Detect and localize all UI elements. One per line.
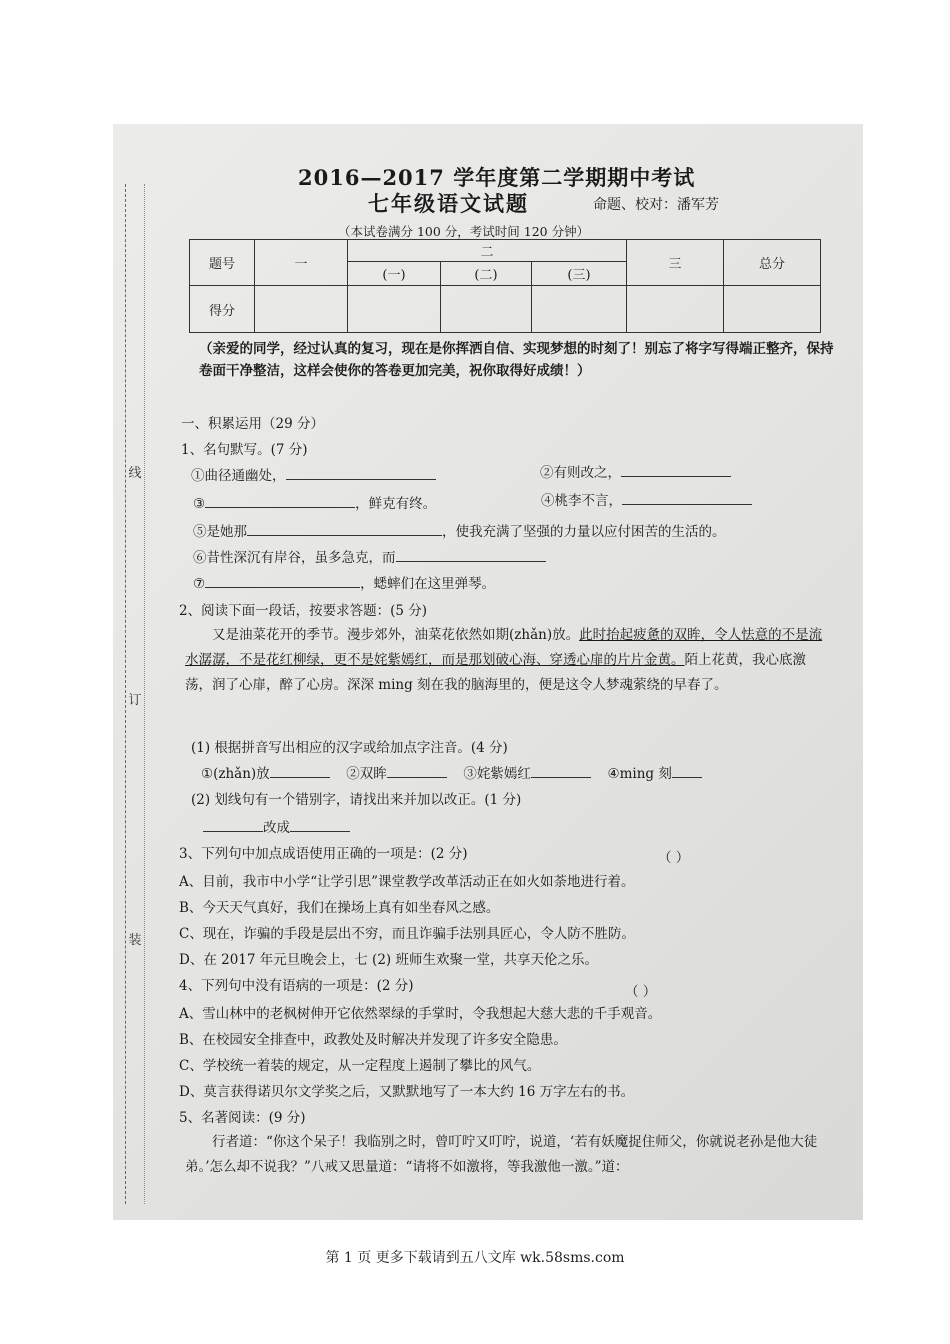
q2-sub1-a: ①(zhǎn)放 [201,766,270,782]
answer-blank[interactable] [205,493,355,508]
score-cell[interactable] [441,286,532,333]
table-col-two: 二 [348,240,627,262]
score-table [189,239,821,333]
table-col-total: 总分 [724,240,821,286]
score-cell[interactable] [724,286,821,333]
q4-option-c: C、学校统一着装的规定，从一定程度上遏制了攀比的风气。 [179,1058,541,1074]
q2-sub2-label: 改成 [263,820,290,836]
q1-line-1 [191,464,436,484]
exam-subtitle: 七年级语文试题 [368,191,529,216]
q2-sub2-answer [203,816,350,836]
q2-passage-start: 又是油菜花开的季节。漫步郊外，油菜花依然如期(zhǎn)放。 [212,627,580,643]
q2-passage-end: 陌上花黄，我心底激荡，润了心扉，醉了心房。深深 ming 刻在我的脑海里的，便是这令人梦魂萦绕的早春了。 [185,652,806,693]
answer-blank[interactable] [672,763,702,778]
answer-blank[interactable] [396,547,546,562]
q3-option-c: C、现在，诈骗的手段是层出不穷，而且诈骗手法别具匠心，令人防不胜防。 [179,926,635,942]
q2-title: 2、阅读下面一段话，按要求答题：(5 分) [179,603,428,619]
score-cell[interactable] [627,286,724,333]
q1-item-c: ③ [193,496,206,512]
q3-option-a: A、目前，我市中小学“让学引思”课堂教学改革活动正在如火如荼地进行着。 [179,874,635,890]
q4-option-a: A、雪山林中的老枫树伸开它依然翠绿的手掌时，令我想起大慈大悲的千手观音。 [179,1006,662,1022]
table-label-defen: 得分 [190,286,255,333]
exam-author: 命题、校对：潘军芳 [593,197,719,213]
q1-line-2b [541,489,752,509]
q2-passage [185,623,825,698]
q4-option-b: B、在校园安全排查中，政教处及时解决并发现了许多安全隐患。 [179,1032,567,1048]
table-sub-one: (一) [348,262,441,286]
answer-blank[interactable] [622,490,752,505]
q1-item-c-end: ，鲜克有终。 [355,496,437,512]
q4-option-d: D、莫言获得诺贝尔文学奖之后，又默默地写了一本大约 16 万字左右的书。 [179,1084,635,1100]
q2-sub1-d: ④ming 刻 [607,766,672,782]
answer-blank[interactable] [203,817,263,832]
table-sub-three: (三) [532,262,627,286]
q1-item-g: ⑦ [193,576,206,592]
binding-line [125,184,145,1204]
q1-line-5 [193,572,495,592]
q1-item-b: ②有则改之， [540,465,621,481]
q4-answer-paren[interactable]: （ ） [625,984,657,1000]
q3-answer-paren[interactable]: （ ） [658,850,690,866]
binding-mark-zhuang: 装 [128,933,142,948]
q1-line-3 [193,520,726,540]
q3-title: 3、下列句中加点成语使用正确的一项是：(2 分) [179,846,468,862]
q2-sub2: (2) 划线句有一个错别字，请找出来并加以改正。(1 分) [191,792,522,808]
q1-line-1b [540,461,731,481]
q2-sub1: (1) 根据拼音写出相应的汉字或给加点字注音。(4 分) [191,740,508,756]
section-heading: 一、积累运用（29 分） [181,416,324,432]
encouragement-note: （亲爱的同学，经过认真的复习，现在是你挥洒自信、实现梦想的时刻了！别忘了将字写得端正整齐，保持卷面干净整洁，这样会使你的答卷更加完美，祝你取得好成绩！） [199,341,834,379]
q1-item-d: ④桃李不言， [541,493,622,509]
answer-blank[interactable] [290,817,350,832]
answer-blank[interactable] [286,465,436,480]
answer-blank[interactable] [270,763,330,778]
score-cell[interactable] [348,286,441,333]
q2-underlined-sentence: 此时抬起疲惫的双眸，令人怯意的不是流水潺潺，不是花红柳绿，更不是姹紫嫣红，而是那划破心海、穿透心扉的片片金黄。 [185,627,823,668]
q2-sub1-b: ②双眸 [346,766,387,782]
q1-item-e-end: ，使我充满了坚强的力量以应付困苦的生活的。 [442,524,726,540]
q3-option-d: D、在 2017 年元旦晚会上，七 (2) 班师生欢聚一堂，共享天伦之乐。 [179,952,598,968]
score-cell[interactable] [255,286,348,333]
exam-note: （本试卷满分 100 分，考试时间 120 分钟） [338,224,590,239]
q2-sub1-c: ③姹紫嫣红 [463,766,531,782]
q1-line-2 [193,492,436,512]
table-col-three: 三 [627,240,724,286]
q4-title: 4、下列句中没有语病的一项是：(2 分) [179,978,414,994]
scanned-exam-photo [113,124,863,1220]
q1-item-e: ⑤是她那 [193,524,247,540]
answer-blank[interactable] [621,462,731,477]
q1-line-4 [193,546,546,566]
q3-option-b: B、今天天气真好，我们在操场上真有如坐春风之感。 [179,900,500,916]
table-sub-two: (二) [441,262,532,286]
q1-item-f: ⑥昔性深沉有岸谷，虽多急克，而 [193,550,396,566]
q2-sub1-items [201,762,702,782]
q5-title: 5、名著阅读：(9 分) [179,1110,306,1126]
answer-blank[interactable] [247,521,442,536]
exam-title: 2016—2017 学年度第二学期期中考试 [298,165,696,190]
q1-title: 1、名句默写。(7 分) [181,442,308,458]
score-cell[interactable] [532,286,627,333]
binding-mark-ding: 订 [128,693,142,708]
answer-blank[interactable] [205,573,360,588]
table-col-one: 一 [255,240,348,286]
table-label-tihao: 题号 [190,240,255,286]
answer-blank[interactable] [531,763,591,778]
answer-blank[interactable] [387,763,447,778]
binding-mark-xian: 线 [128,466,142,481]
q1-item-g-end: ，蟋蟀们在这里弹琴。 [360,576,496,592]
q5-passage: 行者道：“你这个呆子！我临别之时，曾叮咛又叮咛，说道，‘若有妖魔捉住师父，你就说老孙是他大徒弟。’怎么却不说我？”八戒又思量道：“请将不如激将，等我激他一激。”道： [185,1134,818,1175]
page-footer: 第 1 页 更多下载请到五八文库 wk.58sms.com [325,1250,625,1266]
q1-item-a: ①曲径通幽处， [191,468,286,484]
